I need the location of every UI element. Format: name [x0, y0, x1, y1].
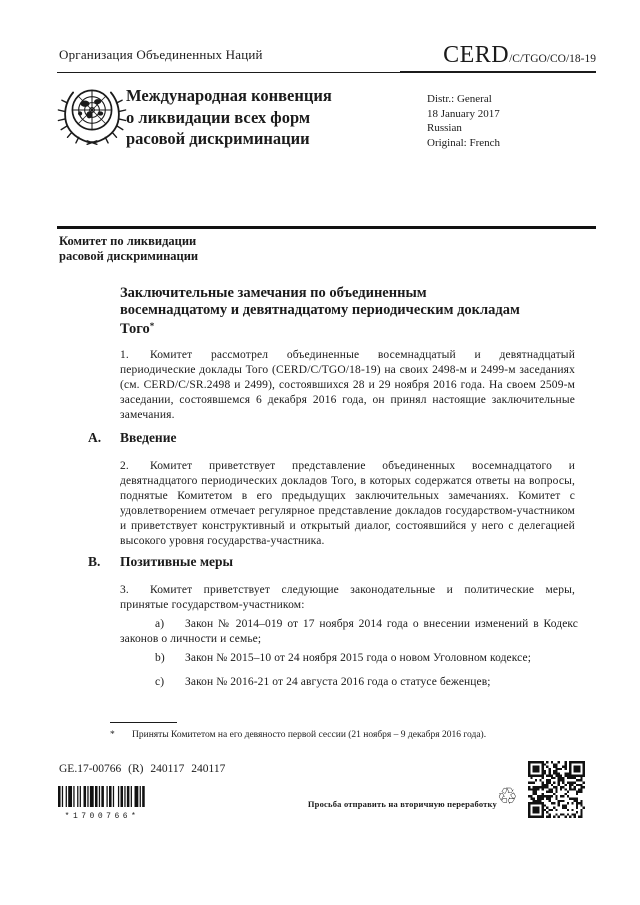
distr-block	[427, 92, 500, 150]
footnote-rule	[110, 722, 177, 723]
doc-symbol	[443, 42, 596, 69]
recycle-notice: Просьба отправить на вторичную переработку	[307, 799, 497, 809]
ge-number: GE.17-00766 (R) 240117 240117	[59, 763, 226, 775]
paragraph-number: 2.	[120, 460, 129, 472]
header-rule-left	[57, 72, 400, 73]
convention-title-line: расовой дискриминации	[126, 129, 310, 148]
qr-code	[528, 761, 585, 823]
barcode-bars	[58, 786, 146, 807]
doc-symbol-suffix: /C/TGO/CO/18-19	[509, 53, 596, 65]
section-title: Введение	[120, 430, 177, 445]
paragraph-1	[120, 348, 575, 423]
footnote-marker-ref: *	[149, 321, 155, 331]
section-letter: B.	[88, 554, 101, 569]
paragraph-2	[120, 459, 575, 549]
distr-line: Original: French	[427, 136, 501, 149]
convention-title	[126, 85, 436, 150]
un-emblem-icon	[57, 82, 127, 157]
list-item-label: b)	[155, 652, 165, 664]
masthead-rule	[57, 226, 596, 229]
paragraph-3	[120, 583, 575, 613]
footnote-marker: *	[110, 730, 115, 740]
list-item	[120, 617, 578, 647]
paragraph-number: 3.	[120, 584, 129, 596]
paragraph-number: 1.	[120, 349, 129, 361]
barcode-digits: *1700766*	[64, 812, 140, 821]
recycle-icon: ♲	[497, 784, 518, 810]
distr-line: 18 January 2017	[427, 107, 500, 120]
paragraph-text: Комитет приветствует следующие законодательные и политические меры, принятые государством-участником:	[120, 584, 575, 611]
doc-symbol-main: CERD	[443, 42, 510, 68]
list-item-text: Закон № 2016-21 от 24 августа 2016 года о статусе беженцев;	[185, 676, 491, 688]
org-name: Организация Объединенных Наций	[59, 47, 263, 62]
footnote	[110, 729, 512, 742]
document-title-text: Заключительные замечания по объединенным восемнадцатому и девятнадцатому периодическим докладам Того	[120, 285, 520, 337]
convention-title-line: Международная конвенция	[126, 86, 332, 105]
section-letter: A.	[88, 430, 102, 445]
committee-line: Комитет по ликвидации	[59, 234, 197, 248]
section-b-heading	[88, 554, 233, 570]
document-title	[120, 285, 520, 338]
barcode	[58, 786, 146, 821]
list-item-label: c)	[155, 676, 165, 688]
list-item-text: Закон № 2015–10 от 24 ноября 2015 года о новом Уголовном кодексе;	[185, 652, 531, 664]
section-a-heading	[88, 430, 176, 446]
paragraph-text: Комитет рассмотрел объединенные восемнадцатый и девятнадцатый периодические доклады Того (CERD/C/TGO/18-19) на своих 2498-м и 2499-м заседаниях (см. CERD/C/SR.2498 и 2499), состоявшихся 28 и 29 ноября 2016 года. На своем 2509-м заседании, состоявшемся 6 декабря 2016 года, он принял настоящие заключительные замечания.	[120, 349, 575, 421]
list-item-label: a)	[155, 618, 165, 630]
paragraph-text: Комитет приветствует представление объединенных восемнадцатого и девятнадцатого периодических докладов Того, в которых содержатся ответы на вопросы, поднятые Комитетом в его предыдущих заключительных замечаниях. Комитет с удовлетворением отмечает регулярное представление докладов государством-участником и приветствует конструктивный и открытый диалог, состоявшийся у него с делегацией высокого уровня государства-участника.	[120, 460, 575, 547]
committee-name	[59, 234, 198, 263]
committee-line: расовой дискриминации	[59, 248, 199, 263]
footnote-text: Приняты Комитетом на его девяносто первой сессии (21 ноября – 9 декабря 2016 года).	[132, 730, 487, 740]
header-rule-right	[400, 71, 596, 73]
list-item	[120, 675, 578, 690]
section-title: Позитивные меры	[120, 554, 234, 569]
distr-line: Distr.: General	[427, 93, 492, 105]
distr-line: Russian	[427, 122, 462, 134]
convention-title-line: о ликвидации всех форм	[126, 107, 311, 127]
list-item	[120, 651, 578, 666]
list-item-text: Закон № 2014–019 от 17 ноября 2014 года о внесении изменений в Кодекс законов о личности и семье;	[120, 618, 578, 645]
